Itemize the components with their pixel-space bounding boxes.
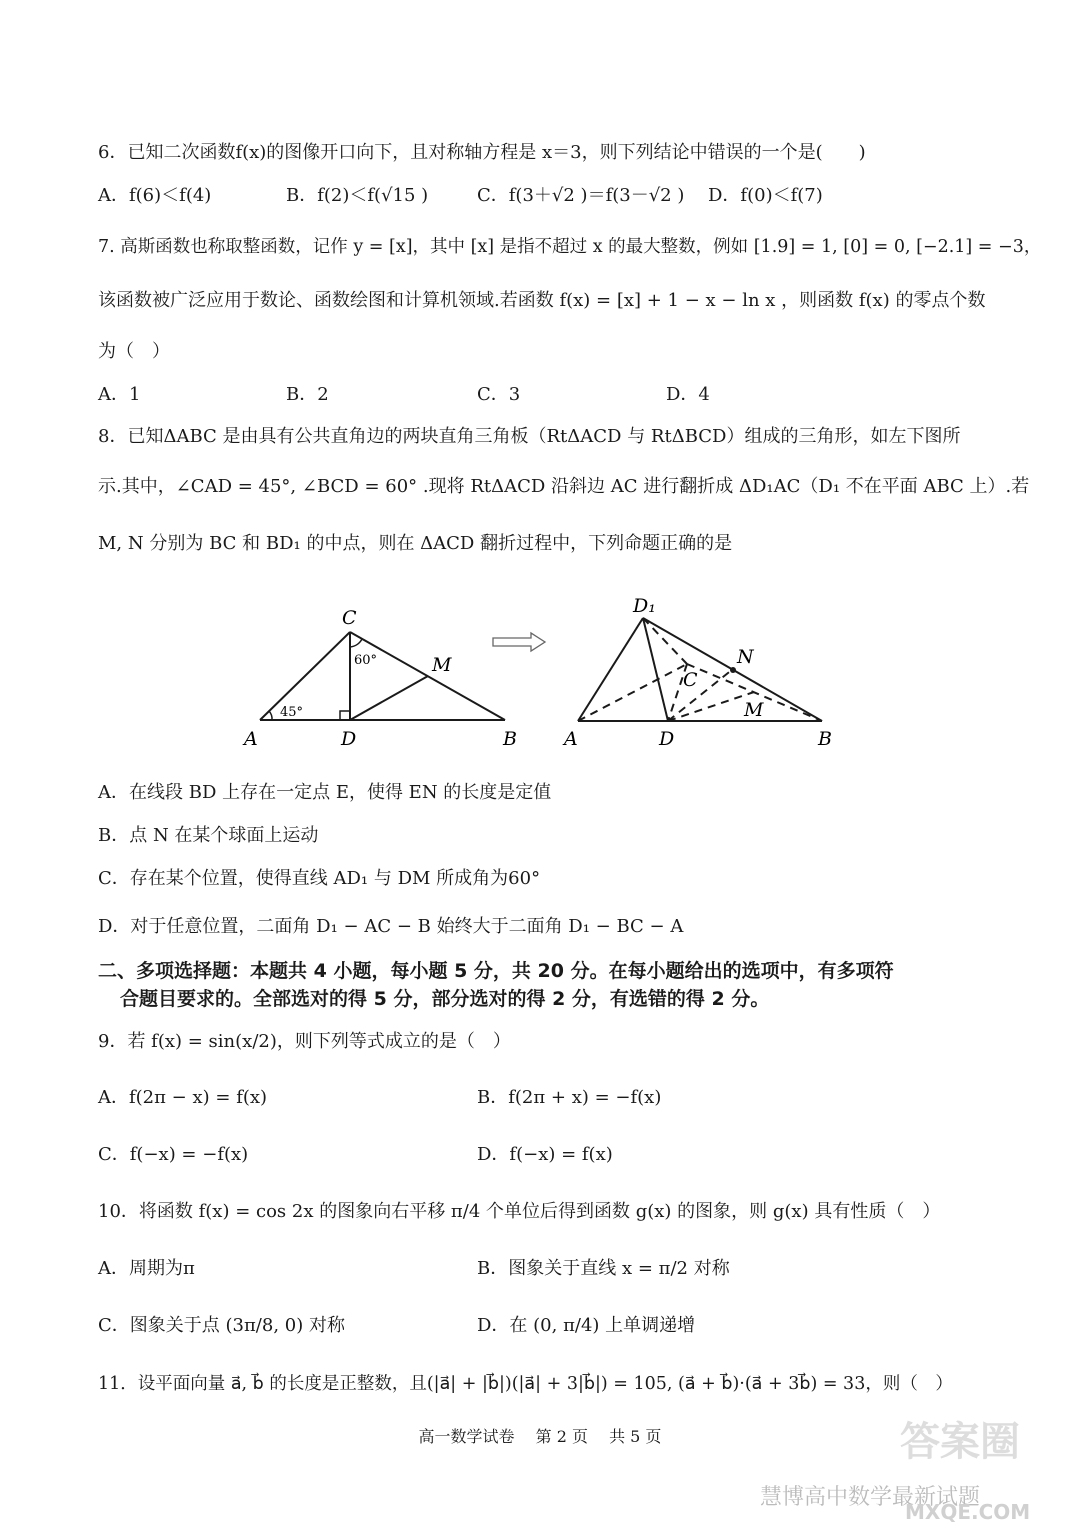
label-left-d: D <box>341 728 357 750</box>
point-n <box>730 667 736 673</box>
q8-option-c: C．存在某个位置，使得直线 AD₁ 与 DM 所成角为60° <box>98 868 541 889</box>
q6-option-b: B．f(2)＜f(√15 ) <box>286 185 429 206</box>
label-left-a: A <box>244 728 258 750</box>
label-right-m: M <box>744 699 764 721</box>
label-left-c: C <box>342 607 357 629</box>
section2-heading-line1: 二、多项选择题：本题共 4 小题，每小题 5 分，共 20 分。在每小题给出的选项中，有多项符 <box>98 960 894 982</box>
label-angle-60: 60° <box>354 653 378 668</box>
label-right-a: A <box>564 728 578 750</box>
label-right-d: D <box>659 728 675 750</box>
q8-line1: 8．已知ΔABC 是由具有公共直角边的两块直角三角板（RtΔACD 与 RtΔBCD）组成的三角形，如左下图所 <box>98 426 961 447</box>
q8-line2: 示.其中，∠CAD = 45°, ∠BCD = 60° .现将 RtΔACD 沿斜边 AC 进行翻折成 ΔD₁AC（D₁ 不在平面 ABC 上）.若 <box>98 476 1030 497</box>
watermark-site: MXQE.COM <box>905 1500 1031 1524</box>
q8-line3: M, N 分别为 BC 和 BD₁ 的中点，则在 ΔACD 翻折过程中，下列命题正确的是 <box>98 533 733 554</box>
q9-option-b: B．f(2π + x) = −f(x) <box>477 1087 662 1108</box>
page-footer: 高一数学试卷 第 2 页 共 5 页 <box>418 1427 662 1446</box>
section2-heading-line2: 合题目要求的。全部选对的得 5 分，部分选对的得 2 分，有选错的得 2 分。 <box>120 988 770 1010</box>
watermark-logo: 答案圈 <box>900 1419 1020 1465</box>
q10-option-b: B．图象关于直线 x = π/2 对称 <box>477 1258 730 1279</box>
arrow-icon <box>493 633 545 651</box>
q10-option-c: C．图象关于点 (3π/8, 0) 对称 <box>98 1315 345 1336</box>
label-right-c: C <box>683 669 698 691</box>
q8-figure <box>0 590 1080 760</box>
q7-option-b: B．2 <box>286 384 329 405</box>
label-right-n: N <box>737 646 754 668</box>
q6-stem: 6．已知二次函数f(x)的图像开口向下，且对称轴方程是 x＝3，则下列结论中错误的一个是( ) <box>98 142 866 163</box>
q7-line2: 该函数被广泛应用于数论、函数绘图和计算机领域.若函数 f(x) = [x] + 1 − x − ln x ，则函数 f(x) 的零点个数 <box>98 290 986 311</box>
q9-option-d: D．f(−x) = f(x) <box>477 1144 613 1165</box>
q8-option-d: D．对于任意位置，二面角 D₁ − AC − B 始终大于二面角 D₁ − BC − A <box>98 916 684 937</box>
q10-option-a: A．周期为π <box>98 1258 195 1279</box>
label-right-d1: D₁ <box>633 595 656 617</box>
q7-option-d: D．4 <box>666 384 710 405</box>
label-right-b: B <box>818 728 832 750</box>
q9-option-c: C．f(−x) = −f(x) <box>98 1144 249 1165</box>
q10-stem: 10．将函数 f(x) = cos 2x 的图象向右平移 π/4 个单位后得到函数 g(x) 的图象，则 g(x) 具有性质（ ） <box>98 1201 941 1222</box>
q7-option-a: A．1 <box>98 384 141 405</box>
label-angle-45: 45° <box>280 705 304 720</box>
right-figure <box>578 618 822 721</box>
q10-option-d: D．在 (0, π/4) 上单调递增 <box>477 1315 696 1336</box>
q11-stem: 11．设平面向量 a⃗, b⃗ 的长度是正整数，且(|a⃗| + |b⃗|)(|a⃗| + 3|b⃗|) = 105, (a⃗ + b⃗)·(a⃗ + 3b⃗) = 33，则（ ） <box>98 1374 953 1394</box>
label-left-m: M <box>432 654 452 676</box>
q7-line3: 为（ ） <box>98 341 170 362</box>
q9-option-a: A．f(2π − x) = f(x) <box>98 1087 268 1108</box>
q6-option-d: D．f(0)＜f(7) <box>708 185 823 206</box>
q7-option-c: C．3 <box>477 384 521 405</box>
q6-option-c: C．f(3＋√2 )＝f(3－√2 ) <box>477 185 685 206</box>
label-left-b: B <box>503 728 517 750</box>
q6-option-a: A．f(6)＜f(4) <box>98 185 212 206</box>
q8-option-a: A．在线段 BD 上存在一定点 E，使得 EN 的长度是定值 <box>98 782 552 803</box>
q8-option-b: B．点 N 在某个球面上运动 <box>98 825 319 846</box>
watermark-text: 慧博高中数学最新试题 <box>760 1485 981 1510</box>
q9-stem: 9．若 f(x) = sin(x/2)，则下列等式成立的是（ ） <box>98 1031 511 1052</box>
q7-line1: 7. 高斯函数也称取整函数，记作 y = [x]，其中 [x] 是指不超过 x 的最大整数，例如 [1.9] = 1, [0] = 0, [−2.1] = −3， <box>98 237 1042 257</box>
